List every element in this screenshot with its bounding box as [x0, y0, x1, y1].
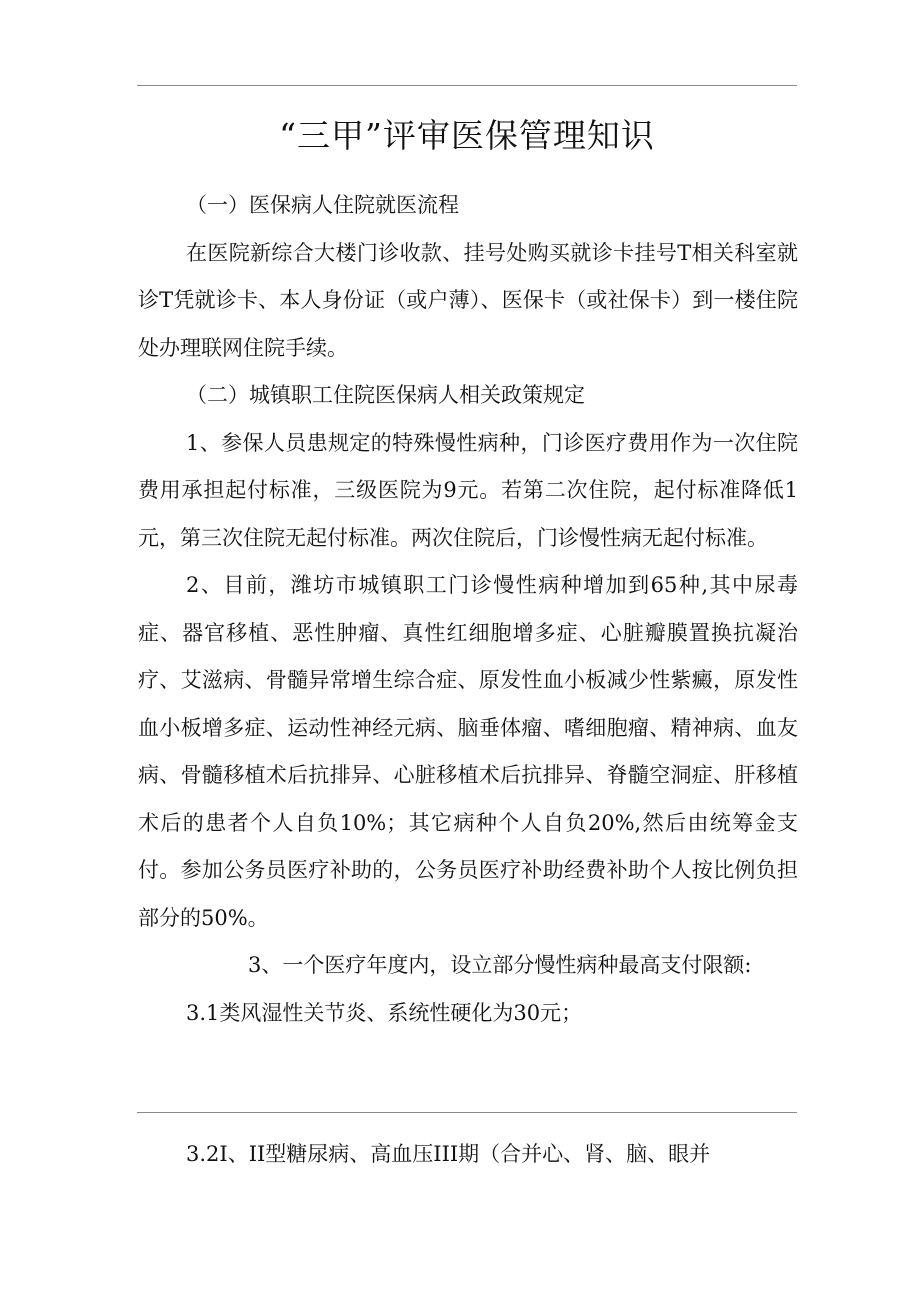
paragraph-rule-3: 3、一个医疗年度内，设立部分慢性病种最高支付限额:: [248, 953, 752, 977]
page-break-divider: [137, 1112, 797, 1113]
document-body: [138, 182, 798, 1037]
next-page-body: [138, 1131, 798, 1179]
section-heading-2: （二）城镇职工住院医保病人相关政策规定: [186, 383, 585, 407]
top-divider: [137, 85, 797, 86]
paragraph-rule-1: 1、参保人员患规定的特殊慢性病种，门诊医疗费用作为一次住院费用承担起付标准，三级医院为9元。若第二次住院，起付标准降低1元，第三次住院无起付标准。两次住院后，门诊慢性病无起付标准。: [138, 430, 798, 550]
paragraph-rule-2: 2、目前，潍坊市城镇职工门诊慢性病种增加到65种,其中尿毒症、器官移植、恶性肿瘤、真性红细胞增多症、心脏瓣膜置换抗凝治疗、艾滋病、骨髓异常增生综合症、原发性血小板减少性紫癜，原发性血小板增多症、运动性神经元病、脑垂体瘤、嗜细胞瘤、精神病、血友病、骨髓移植术后抗排异、心脏移植术后抗排异、脊髓空洞症、肝移植术后的患者个人自负10%；其它病种个人自负20%,然后由统筹金支付。参加公务员医疗补助的，公务员医疗补助经费补助个人按比例负担部分的50%。: [138, 573, 798, 930]
section-heading-1: （一）医保病人住院就医流程: [186, 193, 459, 217]
paragraph-rule-3-1: 3.1类风湿性关节炎、系统性硬化为30元；: [186, 1000, 583, 1025]
paragraph-procedure: 在医院新综合大楼门诊收款、挂号处购买就诊卡挂号T相关科室就诊T凭就诊卡、本人身份证（或户薄）、医保卡（或社保卡）到一楼住院处办理联网住院手续。: [138, 240, 798, 360]
paragraph-rule-3-2: 3.2I、II型糖尿病、高血压III期（合并心、肾、脑、眼并: [186, 1142, 711, 1166]
document-title: “三甲”评审医保管理知识: [279, 116, 655, 155]
